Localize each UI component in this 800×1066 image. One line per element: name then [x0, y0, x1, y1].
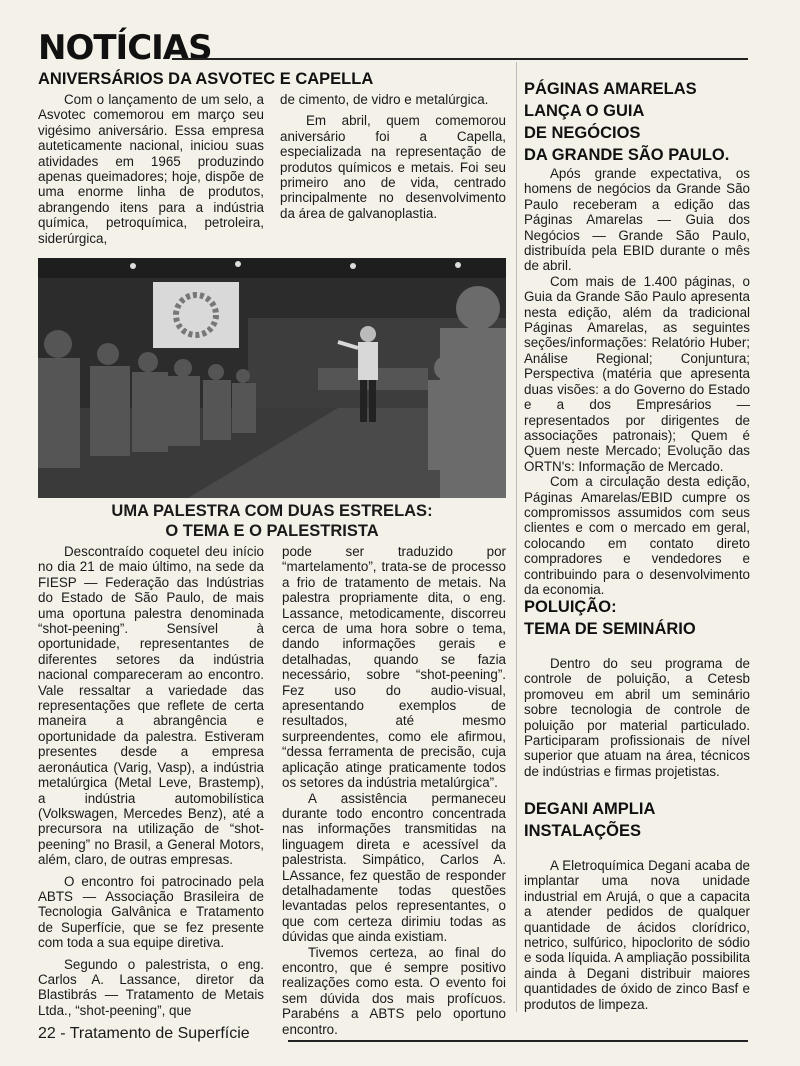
article3-body: [524, 166, 750, 597]
lecture-photo-illustration: [38, 258, 506, 498]
masthead-rule: [172, 58, 748, 60]
article4-title-line0: POLUIÇÃO:: [524, 598, 617, 616]
article2-col2-p1: A assistência permaneceu durante todo encontro concentrada nas informações transmitidas na linguagem direta e acessível da palestrista. Simpático, Carlos A. LAssance, fez questão de responder detalhadamente todas questões levantadas pelos representantes, o que com certeza dirimiu todas as dúvidas que ainda existiam.: [282, 790, 506, 945]
article1-col2-p0: de cimento, de vidro e metalúrgica.: [280, 92, 489, 107]
article3-title-line1: LANÇA O GUIA: [524, 102, 645, 120]
article2-col2-p2: Tivemos certeza, ao final do encontro, que é sempre positivo realizações como esta. O evento foi sem dúvida dos mais profícuos. Parabéns a ABTS pelo oportuno encontro.: [282, 944, 506, 1037]
article5-title-line0: DEGANI AMPLIA: [524, 800, 656, 818]
article2-col1-p2: Segundo o palestrista, o eng. Carlos A. Lassance, diretor da Blastibrás — Tratamento de Metais Ltda., “shot-peening”, que: [38, 956, 264, 1018]
lecture-photo: [38, 258, 506, 498]
column-rule: [516, 62, 517, 1012]
article4-title: [524, 596, 764, 640]
article3-p1: Com mais de 1.400 páginas, o Guia da Grande São Paulo apresenta nesta edição, além da tradicional Páginas Amarelas, as seguintes seções/informações: Relatório Huber; Análise Regional; Conjuntura; Perspectiva (matéria que apresenta duas visões: a do Governo do Estado e a dos Empresários — representados por dirigentes de associações patronais); Quem é Quem neste Mercado; Evolução das ORTN's: Informação de Mercado.: [524, 273, 750, 474]
footer-rule: [288, 1040, 748, 1042]
article1-title: ANIVERSÁRIOS DA ASVOTEC E CAPELLA: [38, 70, 374, 88]
article3-p0: Após grande expectativa, os homens de negócios da Grande São Paulo receberam a edição das Páginas Amarelas — Guia dos Negócios — Grande São Paulo, distribuída pela EBID durante o mês de abril.: [524, 166, 750, 274]
article3-p2: Com a circulação desta edição, Páginas Amarelas/EBID cumpre os compromissos assumidos com seus clientes e com o mercado em geral, colocando em contato direto compradores e vendedores e contribuindo para o desenvolvimento da economia.: [524, 474, 750, 597]
article2-col1-p0: Descontraído coquetel deu início no dia 21 de maio último, na sede da FIESP — Federação das Indústrias do Estado de São Paulo, de mais uma oportuna palestra denominada “shot-peening”. Sensível à oportunidade, representantes de diferentes setores da indústria nacional compareceram ao encontro. Vale ressaltar a variedade das representações que reflete de certa maneira a abrangência e oportunidade da palestra. Estiveram presentes desde a empresa aeronáutica (Varig, Vasp), a indústria metalúrgica (Metal Leve, Brastemp), a indústria automobilística (Volkswagen, Mercedes Benz), até a precursora na utilização de “shot-peening” no Brasil, a General Motors, além, claro, de outras empresas.: [38, 544, 264, 868]
article2-title-line1: UMA PALESTRA COM DUAS ESTRELAS:: [111, 502, 433, 520]
page-footer: 22 - Tratamento de Superfície: [38, 1025, 250, 1042]
article2-col2-p0: pode ser traduzido por “martelamento”, trata-se de processo a frio de tratamento de metais. Na palestra propriamente dita, o eng. Lassance, metodicamente, discorreu cerca de uma hora sobre o tema, dando informações gerais e detalhadas, quando se fazia necessário, sobre “shot-peening”. Fez uso do audio-visual, apresentando exemplos de resultados, até mesmo surpreendentes, como ele afirmou, “dessa ferramenta de precisão, cuja aplicação atinge praticamente todos os setores da indústria metalúrgica”.: [282, 544, 506, 791]
article3-title-line2: DE NEGÓCIOS: [524, 124, 641, 142]
article2-col2: [282, 544, 506, 1037]
article1-col1: [38, 92, 264, 246]
article4-p0: Dentro do seu programa de controle de poluição, a Cetesb promoveu em abril um seminário sobre tecnologia de controle de poluição por material particulado. Participaram profissionais de nível superior que atuam na área, técnicos de indústrias e firmas projetistas.: [524, 656, 750, 779]
article5-p0: A Eletroquímica Degani acaba de implantar uma nova unidade industrial em Arujá, o que a capacita a atender pedidos de qualquer quantidade de ácidos clorídrico, netrico, sulfúrico, hipoclorito de sódio e soda líquida. A ampliação possibilita ainda à Degani distribuir maiores quantidades de óxido de zinco Basf e produtos de limpeza.: [524, 858, 750, 1012]
article1-col2: [280, 92, 506, 221]
article1-col2-p1: Em abril, quem comemorou aniversário foi a Capella, especializada na representação de produtos químicos e metais. Foi seu primeiro ano de vida, centrado principalmente no desenvolvimento da área de galvanoplastia.: [280, 113, 506, 221]
article2-title-line2: O TEMA E O PALESTRISTA: [165, 522, 379, 540]
article3-title-line0: PÁGINAS AMARELAS: [524, 80, 697, 98]
article5-title: [524, 798, 764, 842]
masthead: NOTÍCIAS: [38, 28, 212, 68]
article5-title-line1: INSTALAÇÕES: [524, 822, 642, 840]
article4-body: [524, 656, 750, 779]
article4-title-line1: TEMA DE SEMINÁRIO: [524, 620, 696, 638]
article1-col1-p0: Com o lançamento de um selo, a Asvotec comemorou em março seu vigésimo aniversário. Essa empresa auteticamente nacional, iniciou suas atividades em 1965 produzindo apenas queimadores; hoje, dispõe de uma enorme linha de produtos, abrangendo itens para a indústria química, petroquímica, petroleira, siderúrgica,: [38, 92, 264, 246]
article5-body: [524, 858, 750, 1012]
article2-col1-p1: O encontro foi patrocinado pela ABTS — Associação Brasileira de Tecnologia Galvânica e Tratamento de Superfície, que se fez presente com toda a sua equipe diretiva.: [38, 873, 264, 951]
article3-title: [524, 78, 764, 166]
article3-title-line3: DA GRANDE SÃO PAULO.: [524, 146, 730, 164]
article2-col1: [38, 544, 264, 1018]
